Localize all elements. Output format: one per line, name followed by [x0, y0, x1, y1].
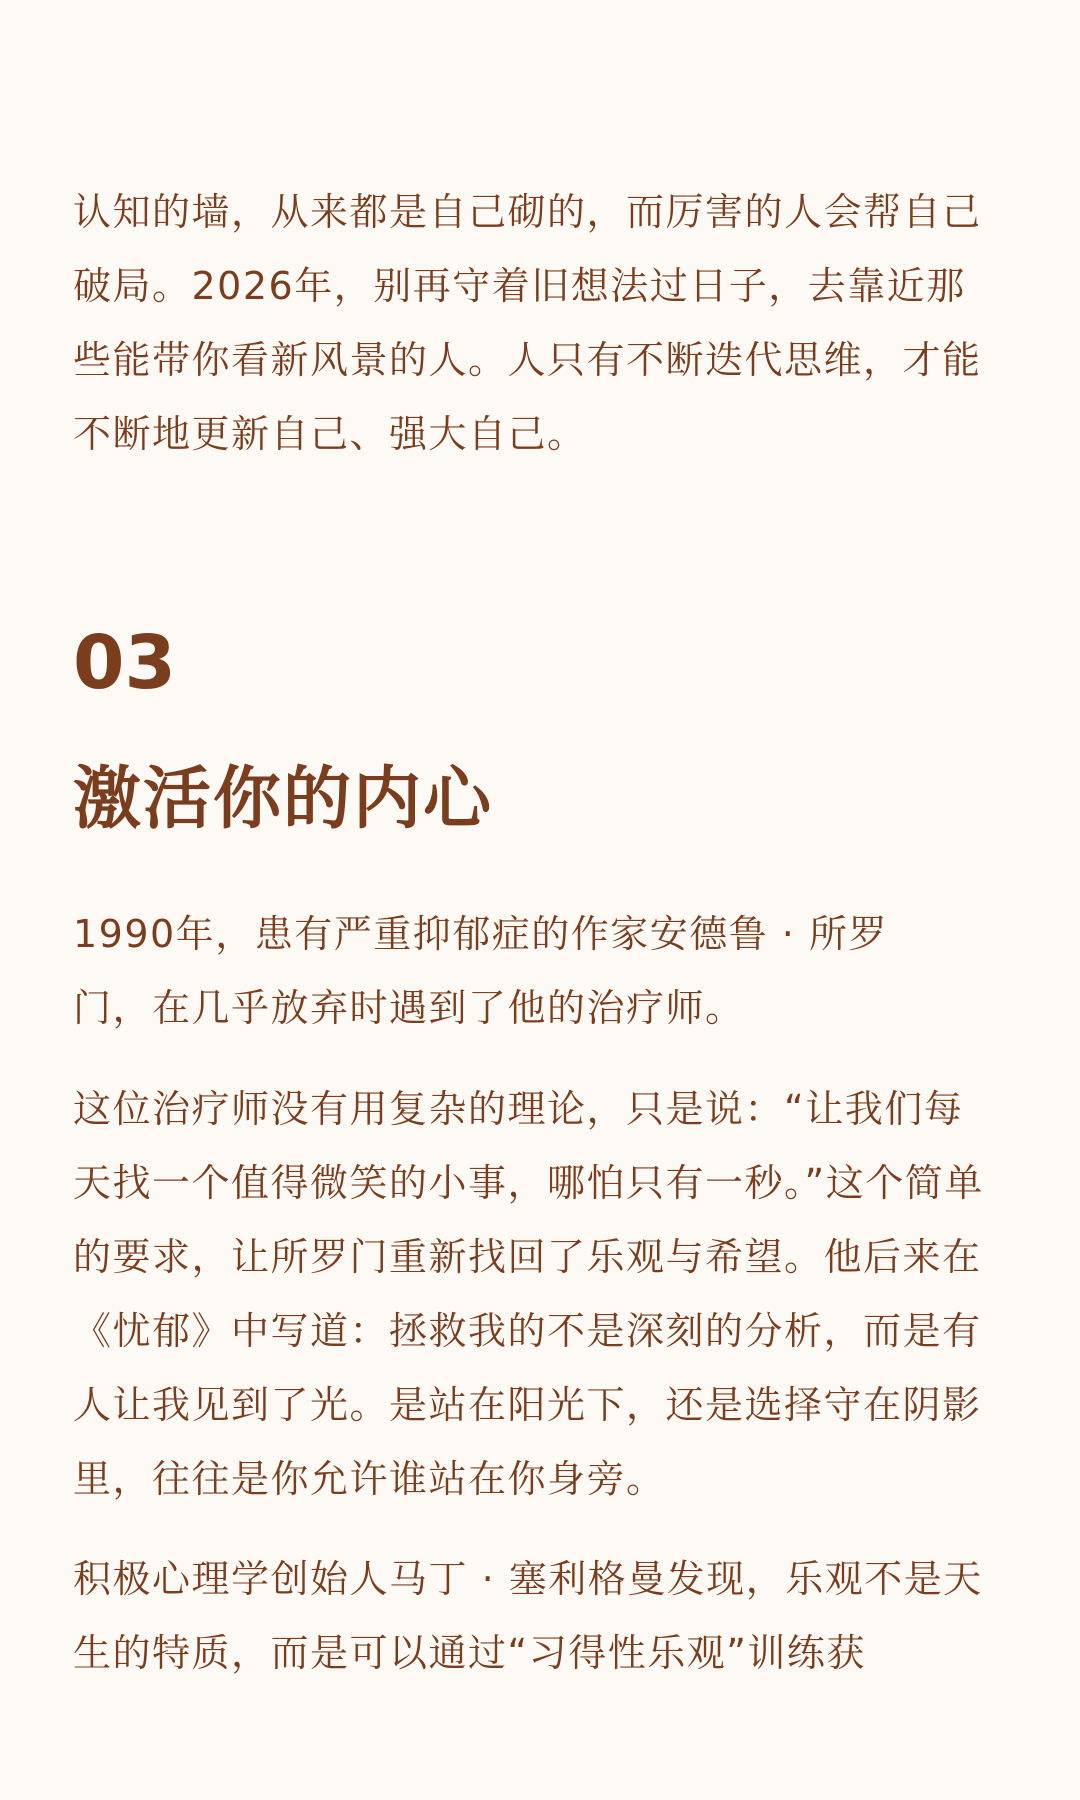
paragraph-3: 积极心理学创始人马丁 · 塞利格曼发现，乐观不是天生的特质，而是可以通过“习得性乐观”训练获	[73, 1557, 983, 1675]
paragraph-2: 这位治疗师没有用复杂的理论，只是说：“让我们每天找一个值得微笑的小事，哪怕只有一秒。”这个简单的要求，让所罗门重新找回了乐观与希望。他后来在《忧郁》中写道：拯救我的不是深刻的分析，而是有人让我见到了光。是站在阳光下，还是选择守在阴影里，往往是你允许谁站在你身旁。	[73, 1087, 984, 1501]
section-number: 03	[73, 620, 176, 706]
paragraph-1: 1990年，患有严重抑郁症的作家安德鲁 · 所罗门，在几乎放弃时遇到了他的治疗师。	[73, 912, 888, 1030]
section-title: 激活你的内心	[73, 760, 494, 839]
intro-paragraph: 认知的墙，从来都是自己砌的，而厉害的人会帮自己破局。2026年，别再守着旧想法过日子，去靠近那些能带你看新风景的人。人只有不断迭代思维，才能不断地更新自己、强大自己。	[73, 190, 982, 456]
